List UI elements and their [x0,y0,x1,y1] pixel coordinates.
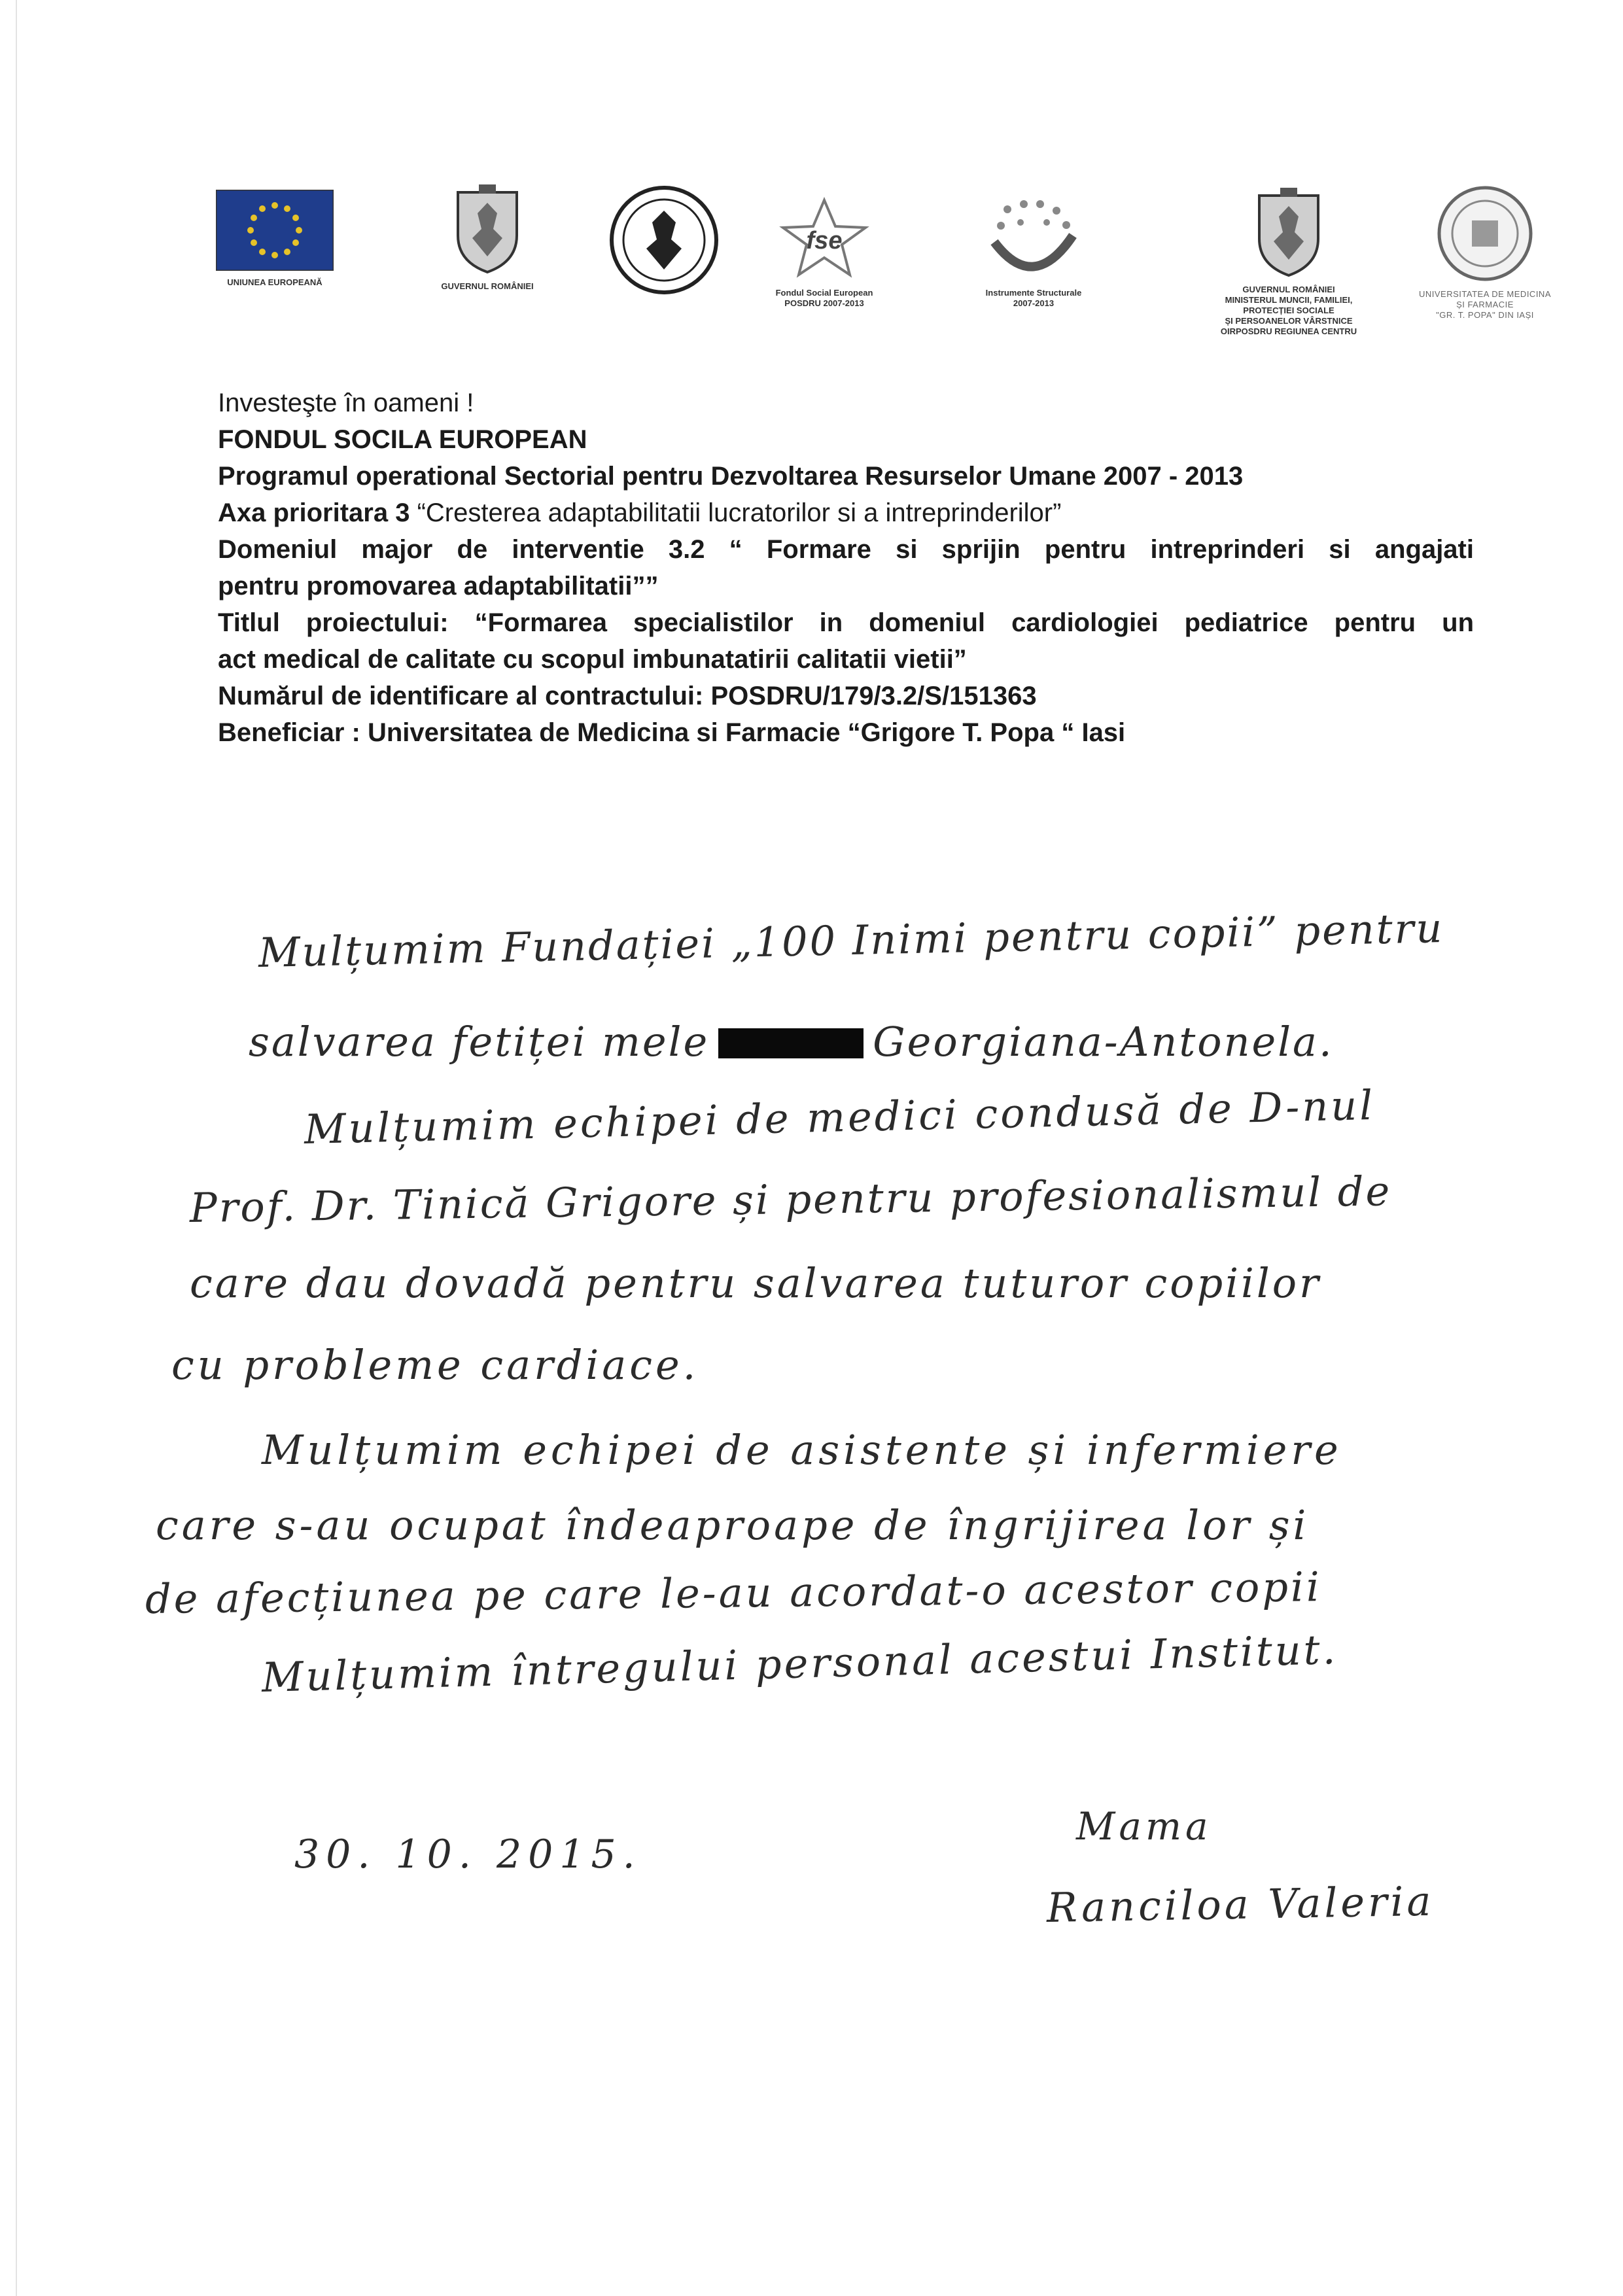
fse-logo-text: fse [806,227,843,254]
signature-role: Mama [1076,1804,1212,1849]
logo-university-caption: UNIVERSITATEA DE MEDICINA ȘI FARMACIE "GR. T. POPA" DIN IAȘI [1419,289,1551,320]
intervention-domain-line-1: Domeniul major de interventie 3.2 “ Formare si sprijin pentru intreprinderi si angajati [218,535,1474,564]
project-title-line-2: act medical de calitate cu scopul imbunatatirii calitatii vietii” [218,645,967,674]
letter-line-4: Prof. Dr. Tinică Grigore și pentru profesionalismul de [189,1167,1392,1232]
letter-line-10: Mulțumim întregului personal acestui Institut. [261,1625,1339,1701]
letter-line-9: de afecțiunea pe care le-au acordat-o acestor copii [145,1563,1322,1623]
contract-id: Numărul de identificare al contractului: POSDRU/179/3.2/S/151363 [218,682,1037,710]
letter-line-7: Mulțumim echipei de asistente și infermiere [262,1426,1342,1474]
letter-line-2 [249,1018,1334,1066]
letter-line-1: Mulțumim Fundației „100 Inimi pentru copii” pentru [258,904,1444,977]
fund-name: FONDUL SOCILA EUROPEAN [218,425,587,454]
priority-axis-value: “Cresterea adaptabilitatii lucratorilor si a intreprinderilor” [417,498,1062,527]
logo-ministry-caption: GUVERNUL ROMÂNIEI MINISTERUL MUNCII, FAMILIEI, PROTECȚIEI SOCIALE ȘI PERSOANELOR VÂRSTNICE OIRPOSDRU REGIUNEA CENTRU [1220,285,1357,336]
logo-eu-caption: UNIUNEA EUROPEANĂ [227,277,323,287]
beneficiary: Beneficiar : Universitatea de Medicina si Farmacie “Grigore T. Popa “ Iasi [218,718,1126,747]
letter-line-2-end: Georgiana-Antonela. [873,1018,1334,1066]
letter-date: 30. 10. 2015. [294,1832,642,1877]
letter-line-8: care s-au ocupat îndeaproape de îngrijirea lor și [156,1501,1310,1549]
intervention-domain-line-2: pentru promovarea adaptabilitatii”” [218,572,659,600]
logo-government-caption: GUVERNUL ROMÂNIEI [441,281,534,291]
letter-line-2-start: salvarea fetiței mele [249,1018,710,1066]
letter-line-3: Mulțumim echipei de medici condusă de D-nul [304,1081,1376,1153]
logo-structural-instruments-caption: Instrumente Structurale 2007-2013 [985,288,1082,308]
redacted-surname [718,1028,864,1058]
priority-axis-label: Axa prioritara 3 [218,498,417,527]
program-name: Programul operational Sectorial pentru Dezvoltarea Resurselor Umane 2007 - 2013 [218,462,1244,491]
logo-fse-caption: Fondul Social European POSDRU 2007-2013 [775,288,873,308]
letter-line-5: care dau dovadă pentru salvarea tuturor copiilor [190,1259,1321,1307]
project-title-line-1: Titlul proiectului: “Formarea specialistilor in domeniul cardiologiei pediatrice pentru un [218,608,1474,637]
slogan: Investeşte în oameni ! [218,389,474,417]
signature-name: Ranciloa Valeria [1046,1877,1435,1932]
letter-line-6: cu probleme cardiace. [171,1341,699,1389]
